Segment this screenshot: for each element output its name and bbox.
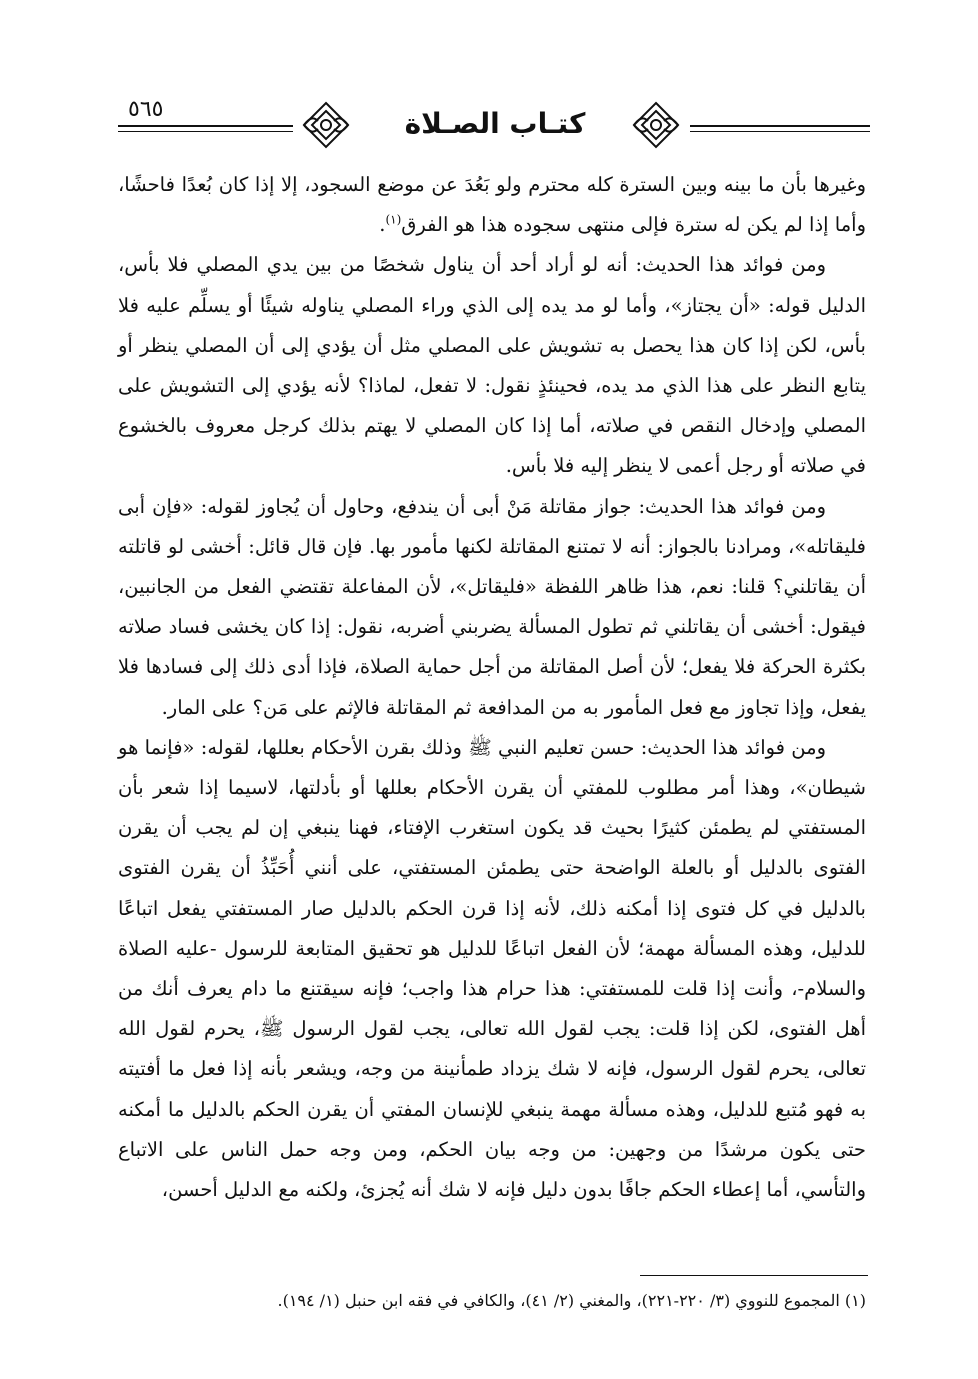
header-rule-right — [690, 125, 870, 127]
page-number: ٥٦٥ — [128, 97, 164, 122]
ornament-right-icon — [630, 99, 682, 151]
chapter-title: كتـاب الصـلاة — [404, 107, 586, 140]
paragraph-1 — [118, 165, 866, 245]
page-header — [110, 95, 870, 155]
footnote-marker: (١) — [385, 212, 402, 227]
footnote-separator — [640, 1275, 868, 1276]
ornament-left-icon — [300, 99, 352, 151]
footnote: (١) المجموع للنووي (٣/ ٢٢٠-٢٢١)، والمغني (٢/ ٤١)، والكافي في فقه ابن حنبل (١/ ١٩٤). — [277, 1291, 866, 1310]
header-rule-left-thin — [118, 131, 293, 132]
paragraph-1-end: . — [379, 213, 386, 237]
header-rule-right-thin — [690, 131, 870, 132]
paragraph-2: ومن فوائد هذا الحديث: أنه لو أراد أحد أن يناول شخصًا من بين يدي المصلي فلا بأس، الدليل قوله: «أن يجتاز»، وأما لو مد يده إلى الذي وراء المصلي يناوله شيئًا أو يسلِّم عليه فلا بأس، لكن إذا كان هذا يحصل به تشويش على المصلي مثل أن يؤدي إلى أن المصلي ينظر أو يتابع النظر على هذا الذي مد يده، فحينئذٍ نقول: لا تفعل، لماذا؟ لأنه يؤدي إلى التشويش على المصلي وإدخال النقص في صلاته، أما إذا كان المصلي لا يهتم بذلك كرجل معروف بالخشوع في صلاته أو رجل أعمى لا ينظر إليه فلا بأس. — [118, 253, 866, 478]
body-text — [118, 165, 866, 1210]
paragraph-4: ومن فوائد هذا الحديث: حسن تعليم النبي ﷺ وذلك بقرن الأحكام بعللها، لقوله: «فإنما هو شيطان»، وهذا أمر مطلوب للمفتي أن يقرن الأحكام بعللها أو بأدلتها، لاسيما إذا شعر بأن المستفتي لم يطمئن كثيرًا بحيث قد يكون استغرب الإفتاء، فهنا ينبغي إن لم يجب أن يقرن الفتوى بالدليل أو بالعلة الواضحة حتى يطمئن المستفتي، على أنني أُحَبِّذُ أن يقرن الفتوى بالدليل في كل فتوى إذا أمكنه ذلك، لأنه إذا قرن الحكم بالدليل صار المستفتي يفعل اتباعًا للدليل، وهذه المسألة مهمة؛ لأن الفعل اتباعًا للدليل هو تحقيق المتابعة للرسول -عليه الصلاة والسلام-، وأنت إذا قلت للمستفتي: هذا حرام هذا واجب؛ فإنه سيقتنع ما دام يعرف أنك من أهل الفتوى، لكن إذا قلت: يجب لقول الله تعالى، يجب لقول الرسول ﷺ، يحرم لقول الله تعالى، يحرم لقول الرسول، فإنه لا شك يزداد طمأنينة من وجه، ويشعر بأنه إذا فعل ما أفتيته به فهو مُتبع للدليل، وهذه مسألة مهمة ينبغي للإنسان المفتي أن يقرن الحكم بالدليل ما أمكنه حتى يكون مرشدًا من وجهين: من وجه بيان الحكم، ومن وجه حمل الناس على الاتباع والتأسي، أما إعطاء الحكم جافًا بدون دليل فإنه لا شك أنه يُجزئ، ولكنه مع الدليل أحسن، — [118, 735, 866, 1202]
header-rule-left — [118, 125, 293, 127]
paragraph-1-text: وغيرها بأن ما بينه وبين السترة كله محترم ولو بَعُدَ عن موضع السجود، إلا إذا كان بُعدًا فاحشًا، وأما إذا لم يكن له سترة فإلى منتهى سجوده هذا هو الفرق — [118, 173, 866, 237]
paragraph-3: ومن فوائد هذا الحديث: جواز مقاتلة مَنْ أبى أن يندفع، وحاول أن يُجاوز لقوله: «فإن أبى فليقاتله»، ومرادنا بالجواز: أنه لا تمتنع المقاتلة لكنها مأمور بها. فإن قال قائل: أخشى لو قاتلته أن يقاتلني؟ قلنا: نعم، هذا ظاهر اللفظة «فليقاتل»، لأن المفاعلة تقتضي الفعل من الجانبين، فيقول: أخشى أن يقاتلني ثم تطول المسألة يضربني أضربه، نقول: إذا كان يخشى فساد صلاته بكثرة الحركة فلا يفعل؛ لأن أصل المقاتلة من أجل حماية الصلاة، فإذا أدى ذلك إلى فسادها فلا يفعل، وإذا تجاوز مع فعل المأمور به من المدافعة ثم المقاتلة فالإثم على مَن؟ على المار. — [118, 494, 866, 719]
